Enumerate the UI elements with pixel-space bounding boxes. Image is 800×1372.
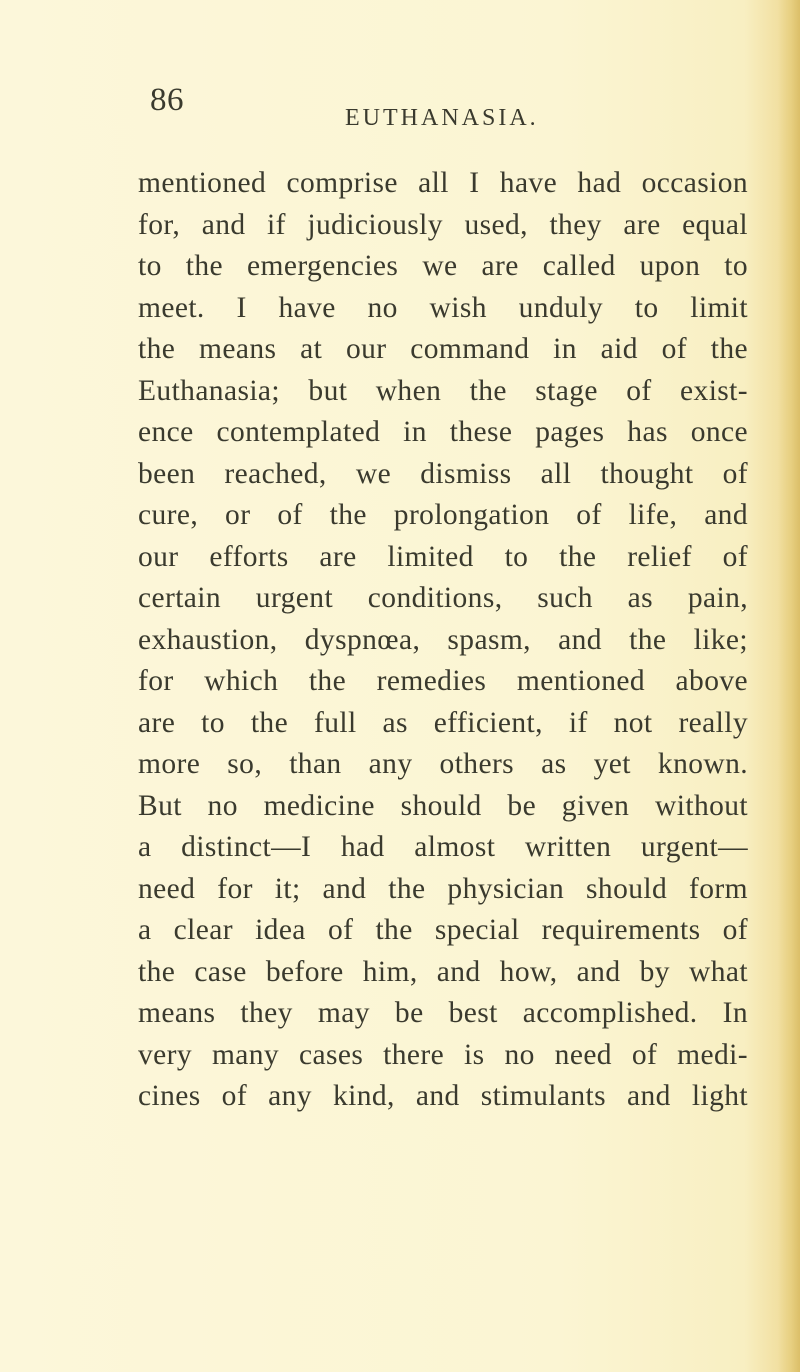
text-line: are to the full as efficient, if not really [138,706,748,739]
text-line: the means at our command in aid of the [138,333,748,365]
text-line: Euthanasia; but when the stage of exist- [138,374,748,407]
text-line: for which the remedies mentioned above [138,665,748,697]
text-line: ence contemplated in these pages has once [138,416,748,448]
text-line: exhaustion, dyspnœa, spasm, and the like; [138,623,748,656]
text-line: been reached, we dismiss all thought of [138,457,748,490]
page-edge-shadow [778,0,800,1372]
text-line: mentioned comprise all I have had occasion [138,167,748,199]
text-line: our efforts are limited to the relief of [138,540,748,573]
text-line: very many cases there is no need of medi- [138,1038,748,1071]
text-line: But no medicine should be given without [138,789,748,822]
text-line: a clear idea of the special requirements of [138,914,748,946]
running-head: EUTHANASIA. [345,105,539,131]
text-line: cines of any kind, and stimulants and light [138,1080,748,1112]
body-text [138,163,748,1118]
text-line: to the emergencies we are called upon to [138,250,748,282]
text-line: need for it; and the physician should form [138,872,748,905]
text-line: cure, or of the prolongation of life, and [138,499,748,531]
text-line: means they may be best accomplished. In [138,997,748,1029]
text-line: certain urgent conditions, such as pain, [138,582,748,614]
page-header [0,82,800,132]
text-line: more so, than any others as yet known. [138,748,748,780]
text-line: a distinct—I had almost written urgent— [138,831,748,863]
text-line: for, and if judiciously used, they are equal [138,208,748,241]
text-line: meet. I have no wish unduly to limit [138,291,748,324]
page-number: 86 [150,82,184,118]
text-line: the case before him, and how, and by what [138,955,748,988]
